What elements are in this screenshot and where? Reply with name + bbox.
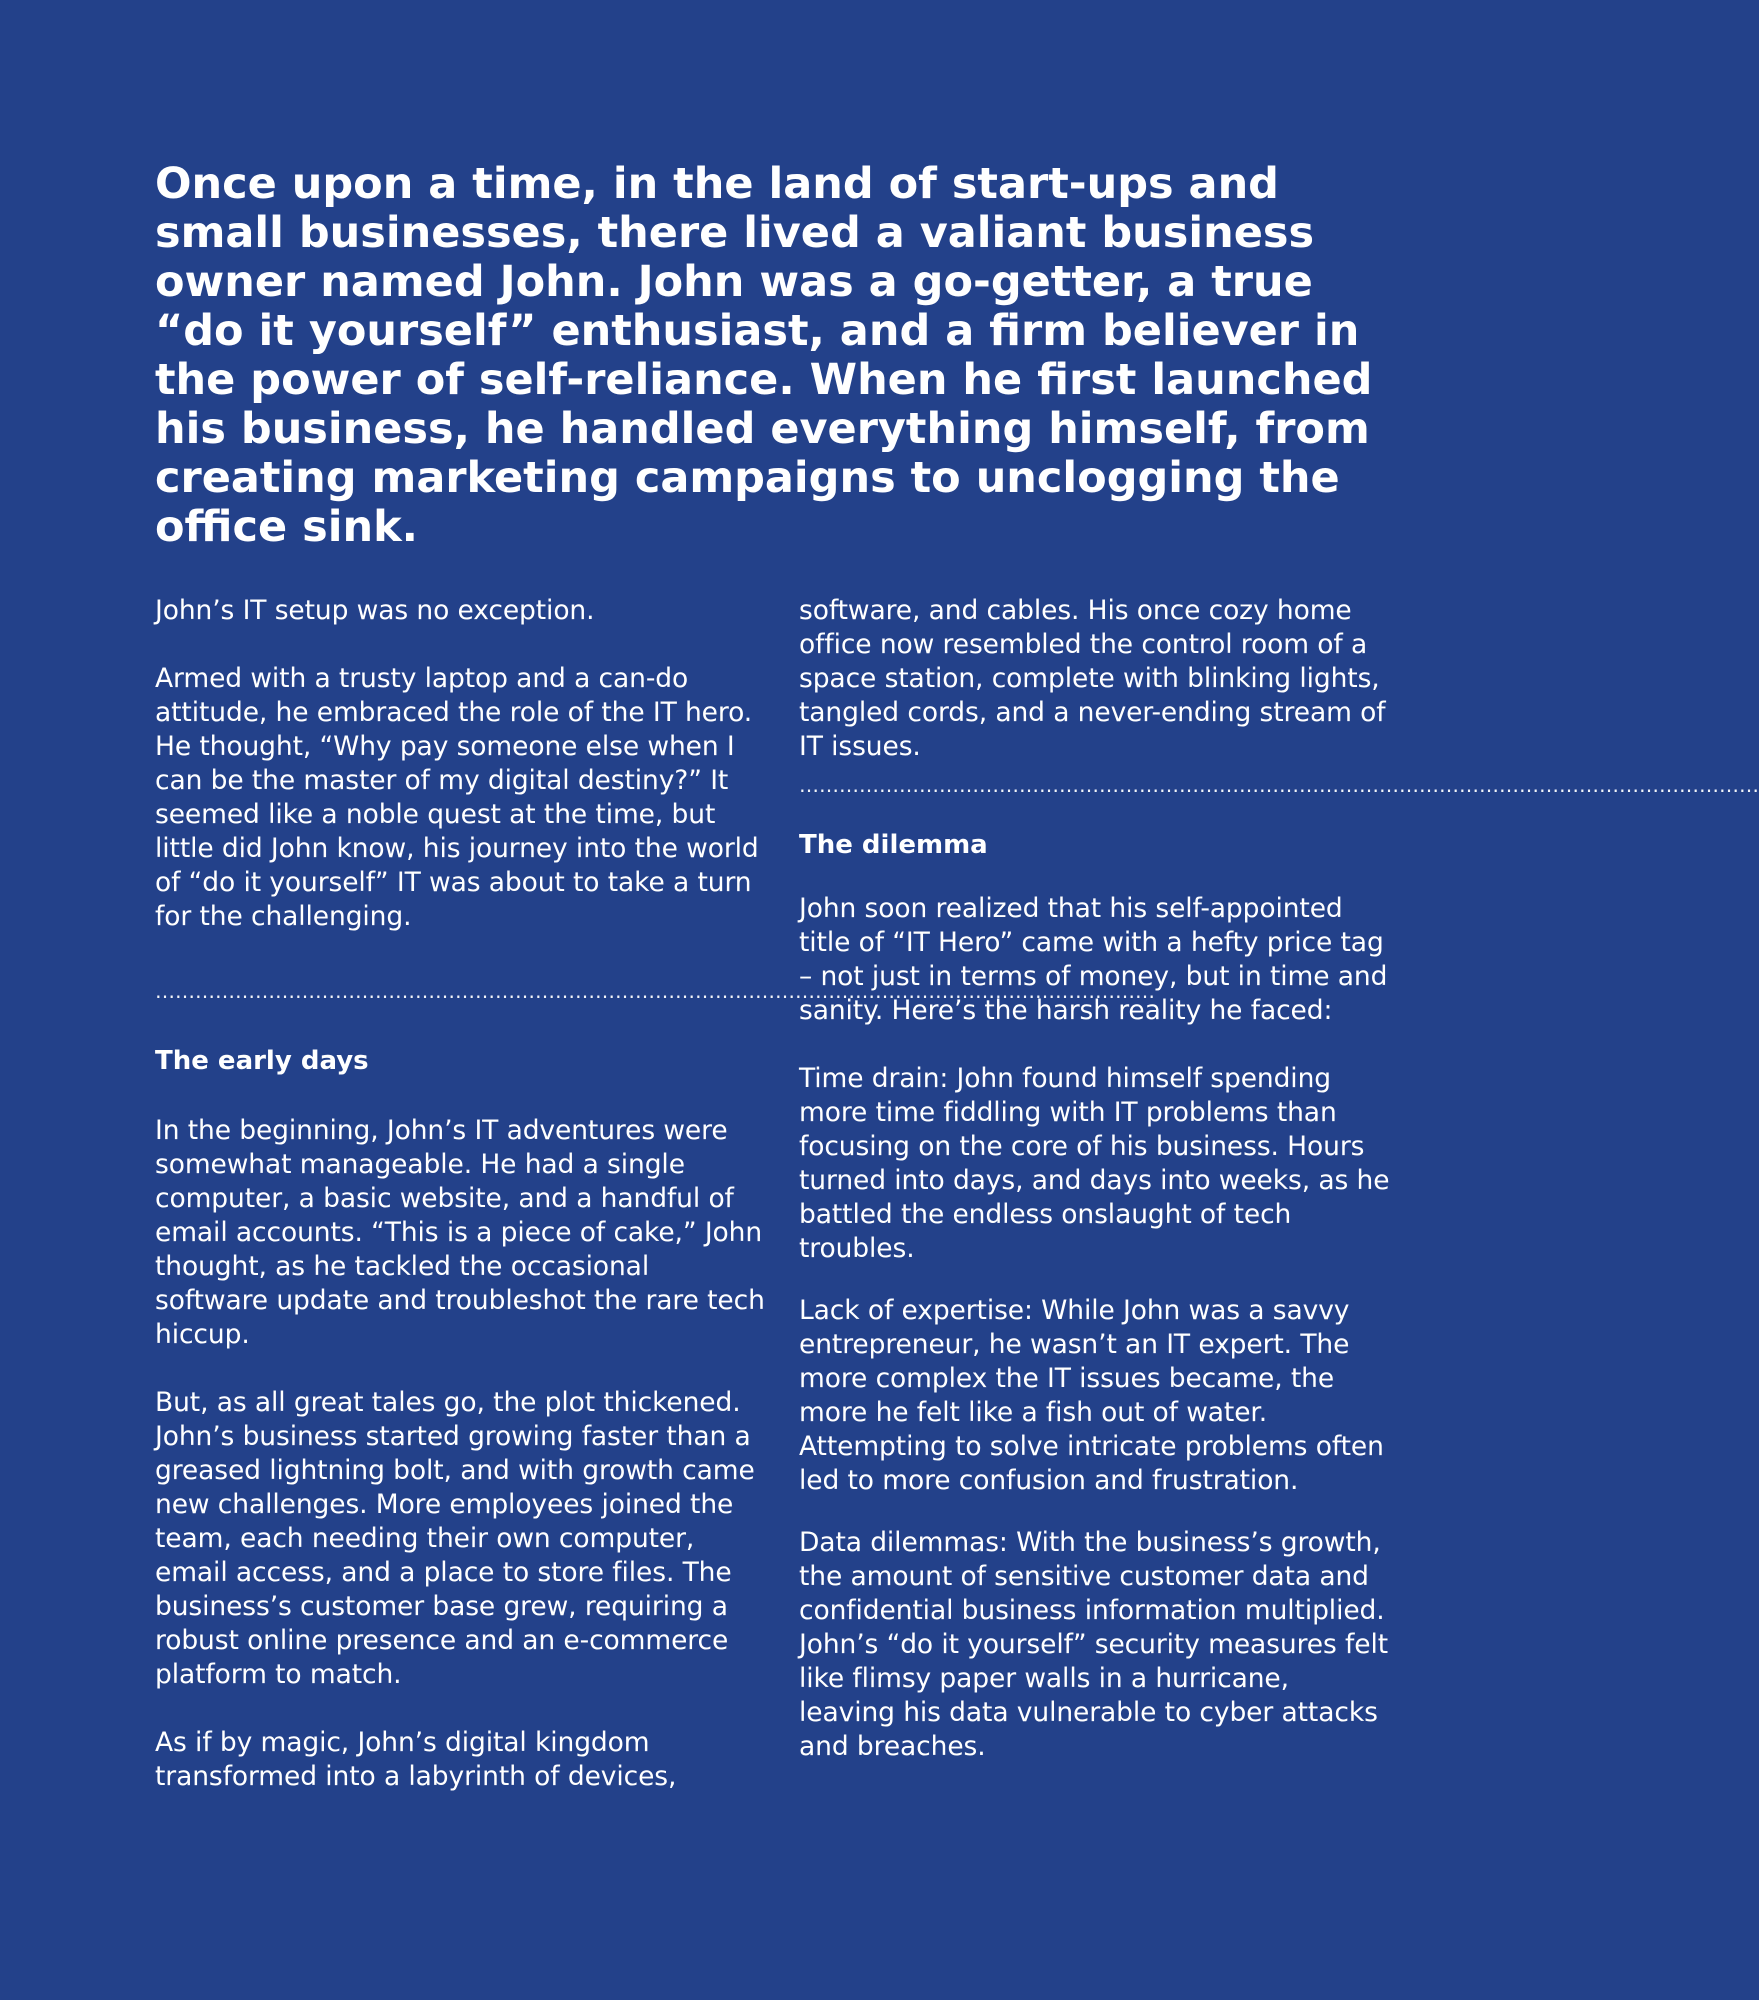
right-paragraph-1: software, and cables. His once cozy home office now resembled the control room of a space station, complete with blinking lights, tangled cords, and a never-ending stream of IT issues. — [799, 595, 1386, 762]
right-paragraph-5: Data dilemmas: With the business’s growth, the amount of sensitive customer data and confidential business information multiplied. John’s “do it yourself” security measures felt like flimsy paper walls in a hurricane, leaving his data vulnerable to cyber attacks and breaches. — [799, 1527, 1388, 1762]
right-paragraph-2: John soon realized that his self-appointed title of “IT Hero” came with a hefty price tag – not just in terms of money, but in time and sanity. Here’s the harsh reality he faced: — [799, 893, 1388, 1026]
right-paragraph-3: Time drain: John found himself spending more time fiddling with IT problems than focusing on the core of his business. Hours turned into days, and days into weeks, as he battled the endless onslaught of tech troubles. — [799, 1063, 1390, 1264]
left-paragraph-2: Armed with a trusty laptop and a can-do attitude, he embraced the role of the IT hero. He thought, “Why pay someone else when I can be the master of my digital destiny?” It seemed like a noble quest at the time, but little did John know, his journey into the world of “do it yourself” IT was about to take a turn for the challenging. — [155, 663, 759, 932]
subhead-early-days: The early days — [155, 1046, 369, 1076]
subhead-dilemma: The dilemma — [799, 830, 988, 860]
page — [155, 159, 1759, 1794]
left-paragraph-1: John’s IT setup was no exception. — [155, 595, 595, 626]
left-paragraph-4: But, as all great tales go, the plot thickened. John’s business started growing faster than a greased lightning bolt, and with growth came new challenges. More employees joined the team, each needing their own computer, email access, and a place to store files. The business’s customer base grew, requiring a robust online presence and an e-commerce platform to match. — [155, 1387, 755, 1690]
headline: Once upon a time, in the land of start-ups and small businesses, there lived a valiant business owner named John. John was a go-getter, a true “do it yourself” enthusiast, and a firm believer in the power of self-reliance. When he first launched his business, he handled everything himself, from creating marketing campaigns to unclogging the office sink. — [155, 159, 1373, 552]
body-columns — [155, 594, 1759, 1794]
section-divider: …………………………………………………………………………………………………………………………………… — [155, 979, 1155, 1003]
left-paragraph-5: As if by magic, John’s digital kingdom transformed into a labyrinth of devices, — [155, 1727, 677, 1792]
right-paragraph-4: Lack of expertise: While John was a savvy entrepreneur, he wasn’t an IT expert. The more complex the IT issues became, the more he felt like a fish out of water. Attempting to solve intricate problems often led to more confusion and frustration. — [799, 1295, 1384, 1496]
left-paragraph-3: In the beginning, John’s IT adventures were somewhat manageable. He had a single computer, a basic website, and a handful of email accounts. “This is a piece of cake,” John thought, as he tackled the occasional software update and troubleshot the rare tech hiccup. — [155, 1115, 765, 1350]
section-divider: ……………………………………………………………………………………………………………………………… — [799, 773, 1759, 797]
right-column — [799, 594, 1759, 1794]
